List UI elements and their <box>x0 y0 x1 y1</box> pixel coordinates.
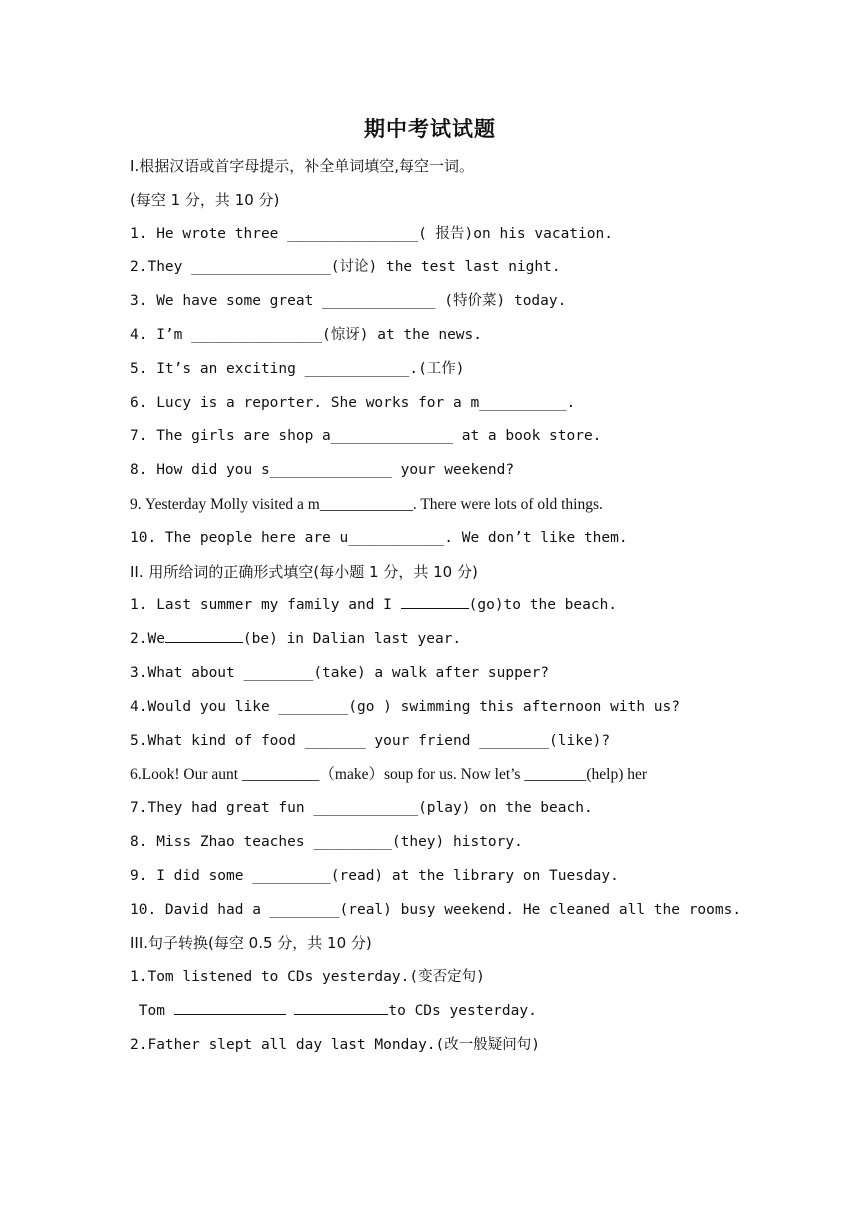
section1-note: (每空 1 分，共 10 分) <box>130 190 280 209</box>
question-text: 2.We <box>130 631 165 648</box>
question-item: 10. David had a ________(real) busy weekend. He cleaned all the rooms. <box>130 901 742 918</box>
question-item: 9. I did some _________(read) at the library on Tuesday. <box>130 867 619 884</box>
question-text: 1. Last summer my family and I <box>130 597 401 614</box>
question-item: 3. We have some great _____________ (特价菜) today. <box>130 293 567 310</box>
question-item: 4.Would you like ________(go ) swimming this afternoon with us? <box>130 698 680 715</box>
question-item: 5. It’s an exciting ____________.(工作) <box>130 360 465 377</box>
question-item: 7.They had great fun ____________(play) on the beach. <box>130 800 593 817</box>
question-item: 10. The people here are u___________. We don’t like them. <box>130 529 628 546</box>
answer-blank <box>401 593 469 609</box>
question-item: 2.They ________________(讨论) the test last night. <box>130 259 561 276</box>
question-item: 6.Look! Our aunt __________（make）soup for us. Now let’s ________(help) her <box>130 766 648 784</box>
question-item: 9. Yesterday Molly visited a m____________. There were lots of old things. <box>130 495 603 513</box>
question-text: (go)to the beach. <box>468 597 618 614</box>
question-item: 1.Tom listened to CDs yesterday.(变否定句) <box>130 969 485 986</box>
question-item: 2.Father slept all day last Monday.(改一般疑问句) <box>130 1036 540 1053</box>
question-item: 1. He wrote three _______________( 报告)on his vacation. <box>130 225 613 242</box>
answer-blank <box>294 999 388 1015</box>
question-item: 8. Miss Zhao teaches _________(they) history. <box>130 833 523 850</box>
question-item: 4. I’m _______________(惊讶) at the news. <box>130 326 483 343</box>
answer-blank <box>174 999 286 1015</box>
section3-heading: III.句子转换(每空 0.5 分，共 10 分) <box>130 934 372 953</box>
question-item: 6. Lucy is a reporter. She works for a m__________. <box>130 394 576 411</box>
section1-heading: I.根据汉语或首字母提示，补全单词填空,每空一词。 <box>130 157 474 175</box>
question-text: Tom <box>130 1002 174 1019</box>
question-item: 5.What kind of food _______ your friend ________(like)? <box>130 732 611 749</box>
question-item: 7. The girls are shop a______________ at a book store. <box>130 428 602 445</box>
answer-line <box>130 995 740 1029</box>
question-text: to CDs yesterday. <box>388 1002 537 1019</box>
question-text: (be) in Dalian last year. <box>242 631 462 648</box>
question-item <box>130 623 740 657</box>
section2-heading: II. 用所给词的正确形式填空(每小题 1 分，共 10 分) <box>130 562 478 581</box>
question-item <box>130 589 740 623</box>
page-title: 期中考试试题 <box>364 116 496 141</box>
question-item: 8. How did you s______________ your weekend? <box>130 462 515 479</box>
question-item: 3.What about ________(take) a walk after supper? <box>130 664 550 681</box>
answer-blank <box>165 627 243 643</box>
exam-content <box>130 150 740 1063</box>
